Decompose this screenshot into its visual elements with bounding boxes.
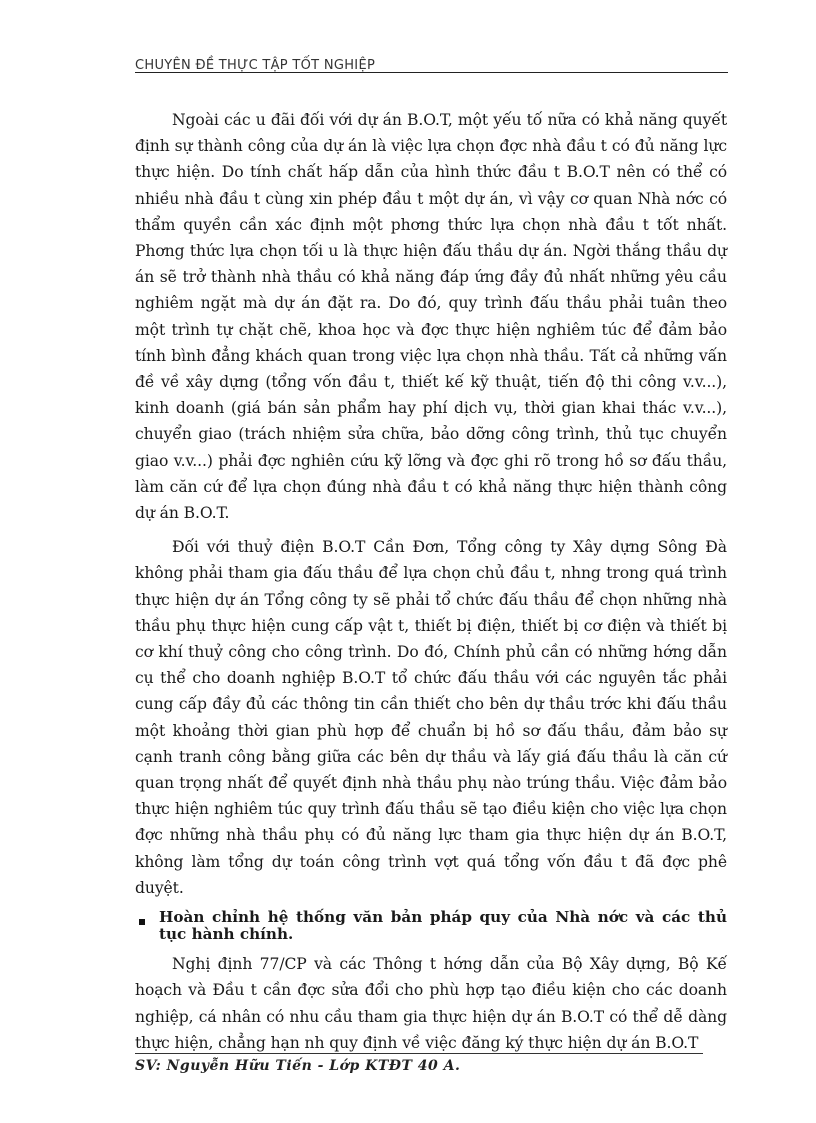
bullet-square-icon — [139, 919, 145, 925]
paragraph-3: Nghị định 77/CP và các Thông t hớng dẫn của Bộ Xây dựng, Bộ Kế hoạch và Đầu t cần đợc sửa đổi cho phù hợp tạo điều kiện cho các doanh nghiệp, cá nhân có nhu cầu tham gia thực hiện dự án B.O.T có thể dễ dàng thực hiện, chẳng hạn nh quy định về việc đăng ký thực hiện dự án B.O.T — [135, 955, 727, 1052]
paragraph-2: Đối với thuỷ điện B.O.T Cần Đơn, Tổng công ty Xây dựng Sông Đà không phải tham gia đấu thầu để lựa chọn chủ đầu t, nhng trong quá trình thực hiện dự án Tổng công ty sẽ phải tổ chức đấu thầu để chọn những nhà thầu phụ thực hiện cung cấp vật t, thiết bị điện, thiết bị cơ điện và thiết bị cơ khí thuỷ công cho công trình. Do đó, Chính phủ cần có những hớng dẫn cụ thể cho doanh nghiệp B.O.T tổ chức đấu thầu với các nguyên tắc phải cung cấp đầy đủ các thông tin cần thiết cho bên dự thầu trớc khi đấu thầu một khoảng thời gian phù hợp để chuẩn bị hồ sơ đấu thầu, đảm bảo sự cạnh tranh công bằng giữa các bên dự thầu và lấy giá đấu thầu là căn cứ quan trọng nhất để quyết định nhà thầu phụ nào trúng thầu. Việc đảm bảo thực hiện nghiêm túc quy trình đấu thầu sẽ tạo điều kiện cho việc lựa chọn đợc những nhà thầu phụ có đủ năng lực tham gia thực hiện dự án B.O.T, không làm tổng dự toán công trình vợt quá tổng vốn đầu t đã đợc phê duyệt. — [135, 538, 727, 897]
paragraph-1: Ngoài các u đãi đối với dự án B.O.T, một yếu tố nữa có khả năng quyết định sự thành công của dự án là việc lựa chọn đợc nhà đầu t có đủ năng lực thực hiện. Do tính chất hấp dẫn của hình thức đầu t B.O.T nên có thể có nhiều nhà đầu t cùng xin phép đầu t một dự án, vì vậy cơ quan Nhà nớc có thẩm quyền cần xác định một phơng thức lựa chọn nhà đầu t tốt nhất. Phơng thức lựa chọn tối u là thực hiện đấu thầu dự án. Ngời thắng thầu dự án sẽ trở thành nhà thầu có khả năng đáp ứng đầy đủ nhất những yêu cầu nghiêm ngặt mà dự án đặt ra. Do đó, quy trình đấu thầu phải tuân theo một trình tự chặt chẽ, khoa học và đợc thực hiện nghiêm túc để đảm bảo tính bình đẳng khách quan trong việc lựa chọn nhà thầu. Tất cả những vấn đề về xây dựng (tổng vốn đầu t, thiết kế kỹ thuật, tiến độ thi công v.v...), kinh doanh (giá bán sản phẩm hay phí dịch vụ, thời gian khai thác v.v...), chuyển giao (trách nhiệm sửa chữa, bảo dỡng công trình, thủ tục chuyển giao v.v...) phải đợc nghiên cứu kỹ lỡng và đợc ghi rõ trong hồ sơ đấu thầu, làm căn cứ để lựa chọn đúng nhà đầu t có khả năng thực hiện thành công dự án B.O.T. — [135, 111, 727, 523]
header-title: CHUYÊN ĐỀ THỰC TẬP TỐT NGHIỆP — [135, 58, 376, 73]
footer-divider — [135, 1053, 703, 1054]
page-header — [135, 52, 728, 73]
section-heading-text: Hoàn chỉnh hệ thống văn bản pháp quy của Nhà nớc và các thủ tục hành chính. — [159, 908, 727, 944]
section-heading — [135, 909, 727, 943]
footer-author: SV: Nguyễn Hữu Tiến - Lớp KTĐT 40 A. — [135, 1058, 461, 1074]
document-body — [135, 107, 727, 1056]
